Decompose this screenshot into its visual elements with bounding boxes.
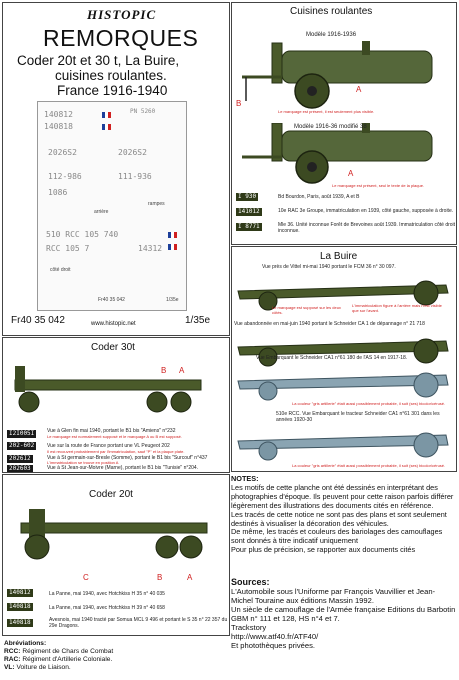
red-letter-a: A bbox=[356, 85, 362, 94]
coder30-note: Vue sur la route de France portant une VL Peugeot 202 bbox=[47, 443, 170, 449]
source-link[interactable]: http://www.atf40.fr/ATF40/ bbox=[231, 632, 319, 641]
decal-code: 2026S2 bbox=[118, 148, 147, 157]
plate: 202-602 bbox=[9, 442, 35, 449]
red-note: Le marquage est présent, il est seulement plus visible. bbox=[278, 109, 375, 114]
source-line: L'Automobile sous l'Uniforme par François Vauvillier et Jean-Michel Touraine aux éditions Massin 1992. bbox=[231, 587, 436, 605]
histopic-logo: HISTOPIC bbox=[87, 7, 157, 22]
header-panel bbox=[2, 2, 230, 336]
plate: I2I005I bbox=[9, 430, 35, 437]
abbreviation-row: VL: Voiture de Liaison. bbox=[4, 664, 71, 671]
decal-code: 2026S2 bbox=[48, 148, 77, 157]
buire-panel bbox=[231, 246, 457, 472]
decal-code: 14312 bbox=[138, 244, 163, 253]
decal-code: 1086 bbox=[48, 188, 68, 197]
notes-paragraph: Les tracés de cette notice ne sont pas des plans et sont seulement destinés à visualiser la décoration des véhicules. bbox=[231, 509, 447, 528]
label-arriere: arrière bbox=[94, 209, 109, 215]
plate: 140818 bbox=[9, 619, 31, 626]
plate: 202603 bbox=[9, 465, 31, 472]
abbreviations-title: Abréviations: bbox=[4, 640, 47, 647]
red-letter-b: B bbox=[161, 366, 167, 375]
coder20-title: Coder 20t bbox=[89, 489, 133, 500]
coder20-panel bbox=[2, 474, 230, 636]
flag-icon bbox=[102, 112, 111, 118]
decal-ref: Fr40 35 042 bbox=[98, 297, 125, 303]
source-line: Trackstory bbox=[231, 623, 267, 632]
coder30-note-red: Le marquage est normalement supposé et le marquage A ou B est supposé. bbox=[47, 434, 182, 439]
kitchen-trailer-2 bbox=[242, 123, 452, 185]
buire-trailer-4 bbox=[236, 425, 454, 465]
sources-title: Sources: bbox=[231, 577, 270, 587]
subtitle-line-2: cuisines roulantes. bbox=[55, 68, 167, 83]
kitchen-trailer-1 bbox=[242, 41, 452, 111]
coder20-note: La Panne, mai 1940, avec Hotchkiss H 35 n° 40 035 bbox=[49, 591, 165, 597]
source-line: Un siècle de camouflage de l'Armée française Editions du Barbotin bbox=[231, 605, 456, 614]
plate: 2026I2 bbox=[9, 455, 31, 462]
red-letter-b: B bbox=[236, 99, 242, 108]
red-letter-b: B bbox=[157, 573, 163, 582]
plate: I 8771 bbox=[238, 223, 260, 230]
notes-paragraph: De même, les tracés et couleurs des bariolages des camouflages sont donnés à titre indicatif uniquement bbox=[231, 527, 443, 546]
abbreviation-row: RCC: Régiment de Chars de Combat bbox=[4, 648, 114, 655]
buire-grey-note: La couleur "gris artillerie" était aussi possiblement probable, il suit (ses) bicolor/cérusé. bbox=[292, 463, 446, 468]
flag-icon bbox=[168, 232, 177, 238]
buire-note: L'immatriculation figure à l'arrière mais n'est visible que sur l'avant. bbox=[352, 303, 442, 313]
coder20-note: La Panne, mai 1940, avec Hotchkiss H 39 n° 40 658 bbox=[49, 605, 165, 611]
cuisines-panel bbox=[231, 2, 457, 245]
buire-caption-4: 510e RCC. Vue Embarquant le tracteur Schneider CA1 n°61 301 dans les années 1920-30 bbox=[276, 411, 440, 423]
abbreviations bbox=[4, 640, 228, 672]
reference-code: Fr40 35 042 bbox=[11, 315, 65, 326]
coder20-note: Avesnois, mai 1940 tracté par Somua MCL 9 496 et portant le S 35 n° 22 357 du 29e Dragons. bbox=[49, 617, 228, 629]
buire-caption-3: Vue Embarquant le Schneider CA1 n°61 180 de l'AS 14 en 1917-18. bbox=[256, 355, 408, 361]
model-label-2: Modèle 1916-36 modifié 38 bbox=[294, 124, 367, 130]
plate: 141012 bbox=[238, 208, 260, 215]
coder30-panel bbox=[2, 337, 230, 473]
model-label-1: Modèle 1916-1936 bbox=[306, 32, 357, 38]
abbreviation-row: RAC: Régiment d'Artillerie Coloniale. bbox=[4, 656, 113, 663]
decal-code: PN 5260 bbox=[130, 108, 156, 115]
red-note: Le marquage est présent, seul le texte de la plaque. bbox=[332, 183, 425, 188]
plate: I 930 bbox=[238, 193, 257, 200]
caption: Bd Bourdon, Paris, août 1939, A et B bbox=[278, 194, 360, 200]
red-letter-a: A bbox=[179, 366, 185, 375]
notes-title: NOTES: bbox=[231, 474, 259, 483]
buire-caption-2: Vue abandonnée en mai-juin 1940 portant le Schneider CA 1 de dépannage n° 21 718 bbox=[234, 321, 425, 327]
decal-code: 510 RCC 105 740 bbox=[46, 230, 119, 239]
coder30-note: Vue à St Jean-sur-Moivre (Marne), portant le B1 bis "Tunisie" n°204. bbox=[47, 465, 199, 471]
flag-icon bbox=[102, 124, 111, 130]
coder20-trailer bbox=[7, 503, 217, 563]
buire-grey-note: La couleur "gris artillerie" était aussi possiblement probable, il suit (ses) bicolor/cérusé. bbox=[292, 401, 446, 406]
coder30-title: Coder 30t bbox=[91, 342, 135, 353]
subtitle-line-3: France 1916-1940 bbox=[57, 83, 168, 98]
red-letter-c: C bbox=[83, 573, 89, 582]
flag-icon bbox=[168, 244, 177, 250]
website-url: www.histopic.net bbox=[91, 321, 136, 327]
decal-code: 140812 bbox=[44, 110, 73, 119]
notes-paragraph: Les motifs de cette planche ont été dessinés en interprétant des photographies d'époque. Ils peuvent pour cette raison parfois différer légèrement des illustrations des documents cités en référence. bbox=[231, 482, 454, 510]
red-letter-a: A bbox=[348, 169, 354, 178]
decal-code: RCC 105 7 bbox=[46, 244, 90, 253]
notes bbox=[231, 475, 457, 555]
coder30-note-red: L'immatriculation se trouve en position A bbox=[47, 460, 119, 465]
buire-note: Le marquage est supposé sur les deux côtés. bbox=[272, 305, 341, 315]
scale-label: 1/35e bbox=[185, 315, 211, 326]
label-cote-droit: côté droit bbox=[50, 267, 71, 273]
coder30-note-red: Il est recouvert probablement par l'immatriculation, sauf "P" et la plaque plate. bbox=[47, 449, 185, 454]
decal-sheet bbox=[37, 101, 187, 311]
page-title: REMORQUES bbox=[43, 25, 199, 51]
label-rampes: rampes bbox=[148, 201, 165, 207]
buire-title: La Buire bbox=[320, 251, 358, 262]
coder30-note: Vue à St germain-sur-Bresle (Somme), portant le B1 bis "Surcouf" n°437 bbox=[47, 455, 208, 461]
buire-caption-1: Vue près de Vittel mi-mai 1940 portant le FCM 36 n° 30 097. bbox=[262, 264, 396, 270]
sources bbox=[231, 578, 457, 650]
cuisines-title: Cuisines roulantes bbox=[290, 6, 373, 17]
decal-scale: 1/35e bbox=[166, 297, 179, 303]
plate: 140812 bbox=[9, 589, 31, 596]
notes-paragraph: Pour plus de précision, se rapporter aux documents cités bbox=[231, 545, 416, 555]
source-line: GBM n° 111 et 128, HS n°4 et 7. bbox=[231, 614, 340, 623]
red-letter-a: A bbox=[187, 573, 193, 582]
caption: Mle 36. Unité inconnue Forêt de Brevoines août 1939. Immatriculation côté droit inconnue. bbox=[278, 222, 456, 234]
plate: 140818 bbox=[9, 603, 31, 610]
coder30-trailer bbox=[7, 362, 207, 418]
decal-code: 111-936 bbox=[118, 172, 152, 181]
subtitle-line-1: Coder 20t et 30 t, La Buire, bbox=[17, 53, 180, 68]
source-line: Et photothèques privées. bbox=[231, 641, 316, 650]
caption: 10e RAC 3e Groupe, immatriculation en 1939, côté gauche, supposée à droite. bbox=[278, 208, 454, 214]
decal-code: 140818 bbox=[44, 122, 73, 131]
decal-code: 112-986 bbox=[48, 172, 82, 181]
coder30-note: Vue à Glen fin mai 1940, portant le B1 bis "Amiens" n°232 bbox=[47, 428, 176, 434]
